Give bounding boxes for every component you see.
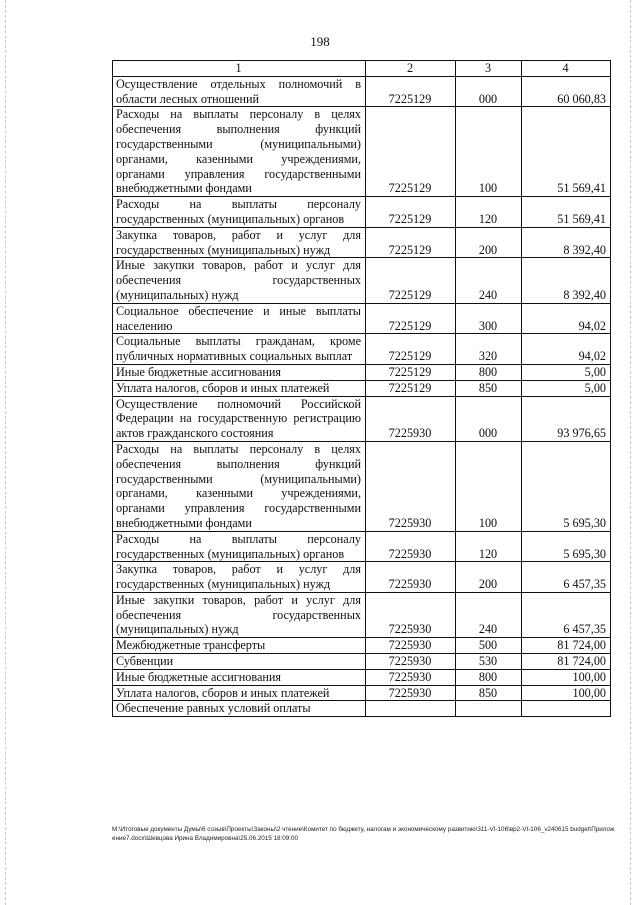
table-row (113, 396, 611, 441)
table-row (113, 654, 611, 670)
row-name-cell: Обеспечение равных условий оплаты (113, 701, 366, 717)
row-amount-cell: 6 457,35 (522, 562, 611, 593)
row-name-cell: Уплата налогов, сборов и иных платежей (113, 380, 366, 396)
table-row (113, 364, 611, 380)
row-amount-cell (522, 701, 611, 717)
page-number: 198 (310, 34, 330, 49)
table-row (113, 334, 611, 365)
row-expense-type-cell: 500 (456, 638, 522, 654)
row-expense-type-cell: 240 (456, 592, 522, 637)
row-amount-cell: 5 695,30 (522, 531, 611, 562)
row-code-cell: 7225129 (366, 364, 456, 380)
row-expense-type-cell: 530 (456, 654, 522, 670)
table-row (113, 701, 611, 717)
row-name-cell: Социальное обеспечение и иные выплаты населению (113, 303, 366, 334)
row-amount-cell: 51 569,41 (522, 107, 611, 197)
row-name-cell: Осуществление полномочий Российской Федерации на государственную регистрацию актов гражданского состояния (113, 396, 366, 441)
row-expense-type-cell: 800 (456, 669, 522, 685)
table-row (113, 562, 611, 593)
table-row (113, 227, 611, 258)
row-code-cell: 7225930 (366, 592, 456, 637)
table-row (113, 107, 611, 197)
table-header-row (113, 61, 611, 77)
row-code-cell: 7225930 (366, 396, 456, 441)
table-row (113, 197, 611, 228)
row-amount-cell: 93 976,65 (522, 396, 611, 441)
row-expense-type-cell: 850 (456, 380, 522, 396)
row-code-cell: 7225930 (366, 669, 456, 685)
row-amount-cell: 51 569,41 (522, 197, 611, 228)
row-code-cell: 7225930 (366, 654, 456, 670)
table-row (113, 531, 611, 562)
row-code-cell: 7225129 (366, 227, 456, 258)
row-amount-cell: 81 724,00 (522, 654, 611, 670)
row-amount-cell: 60 060,83 (522, 76, 611, 107)
row-expense-type-cell: 240 (456, 258, 522, 303)
table-row (113, 303, 611, 334)
row-name-cell: Социальные выплаты гражданам, кроме публичных нормативных социальных выплат (113, 334, 366, 365)
row-amount-cell: 100,00 (522, 669, 611, 685)
row-name-cell: Закупка товаров, работ и услуг для государственных (муниципальных) нужд (113, 562, 366, 593)
row-expense-type-cell: 850 (456, 685, 522, 701)
header-col-1: 1 (113, 61, 366, 77)
row-amount-cell: 5 695,30 (522, 441, 611, 531)
row-expense-type-cell: 200 (456, 562, 522, 593)
row-name-cell: Иные закупки товаров, работ и услуг для обеспечения государственных (муниципальных) нужд (113, 258, 366, 303)
row-amount-cell: 100,00 (522, 685, 611, 701)
table-row (113, 592, 611, 637)
table-row (113, 380, 611, 396)
row-expense-type-cell (456, 701, 522, 717)
table-row (113, 685, 611, 701)
row-name-cell: Иные бюджетные ассигнования (113, 364, 366, 380)
row-code-cell: 7225129 (366, 76, 456, 107)
table-row (113, 441, 611, 531)
row-amount-cell: 94,02 (522, 303, 611, 334)
row-code-cell: 7225129 (366, 258, 456, 303)
left-scan-edge (5, 0, 7, 905)
row-expense-type-cell: 800 (456, 364, 522, 380)
row-expense-type-cell: 300 (456, 303, 522, 334)
budget-table (112, 60, 611, 717)
table-row (113, 76, 611, 107)
row-amount-cell: 5,00 (522, 364, 611, 380)
row-name-cell: Межбюджетные трансферты (113, 638, 366, 654)
row-expense-type-cell: 120 (456, 197, 522, 228)
row-expense-type-cell: 100 (456, 107, 522, 197)
document-file-path: M:\Итоговые документы Думы\6 созыв\Проекты\Законы\2 чтение\Комитет по бюджету, налогам и экономическому развитию\311-VI-106\вр2-VI-106_v240615 budget\Приложение7.docx\Шевцова Ирина Владимировна\25.06.2015 18:09:00 (112, 826, 615, 842)
row-expense-type-cell: 320 (456, 334, 522, 365)
header-col-3: 3 (456, 61, 522, 77)
table-row (113, 638, 611, 654)
right-scan-edge (630, 0, 632, 905)
row-name-cell: Субвенции (113, 654, 366, 670)
row-name-cell: Иные закупки товаров, работ и услуг для обеспечения государственных (муниципальных) нужд (113, 592, 366, 637)
row-code-cell: 7225129 (366, 334, 456, 365)
row-code-cell: 7225930 (366, 441, 456, 531)
row-amount-cell: 94,02 (522, 334, 611, 365)
header-col-2: 2 (366, 61, 456, 77)
row-name-cell: Осуществление отдельных полномочий в области лесных отношений (113, 76, 366, 107)
table-row (113, 669, 611, 685)
row-expense-type-cell: 200 (456, 227, 522, 258)
table-row (113, 258, 611, 303)
row-expense-type-cell: 100 (456, 441, 522, 531)
row-name-cell: Расходы на выплаты персоналу государственных (муниципальных) органов (113, 197, 366, 228)
row-code-cell: 7225930 (366, 638, 456, 654)
row-code-cell: 7225930 (366, 531, 456, 562)
row-name-cell: Расходы на выплаты персоналу в целях обеспечения выполнения функций государственными (муниципальными) органами, казенными учреждениями, органами управления государственными внебюджетными фондами (113, 441, 366, 531)
row-amount-cell: 5,00 (522, 380, 611, 396)
row-amount-cell: 6 457,35 (522, 592, 611, 637)
header-col-4: 4 (522, 61, 611, 77)
row-code-cell: 7225930 (366, 562, 456, 593)
row-expense-type-cell: 000 (456, 396, 522, 441)
row-name-cell: Расходы на выплаты персоналу в целях обеспечения выполнения функций государственными (муниципальными) органами, казенными учреждениями, органами управления государственными внебюджетными фондами (113, 107, 366, 197)
row-code-cell (366, 701, 456, 717)
row-code-cell: 7225129 (366, 197, 456, 228)
row-code-cell: 7225930 (366, 685, 456, 701)
row-code-cell: 7225129 (366, 107, 456, 197)
row-name-cell: Расходы на выплаты персоналу государственных (муниципальных) органов (113, 531, 366, 562)
row-expense-type-cell: 120 (456, 531, 522, 562)
row-name-cell: Уплата налогов, сборов и иных платежей (113, 685, 366, 701)
row-name-cell: Иные бюджетные ассигнования (113, 669, 366, 685)
row-code-cell: 7225129 (366, 303, 456, 334)
row-amount-cell: 8 392,40 (522, 258, 611, 303)
row-amount-cell: 81 724,00 (522, 638, 611, 654)
row-code-cell: 7225129 (366, 380, 456, 396)
row-name-cell: Закупка товаров, работ и услуг для государственных (муниципальных) нужд (113, 227, 366, 258)
row-expense-type-cell: 000 (456, 76, 522, 107)
row-amount-cell: 8 392,40 (522, 227, 611, 258)
